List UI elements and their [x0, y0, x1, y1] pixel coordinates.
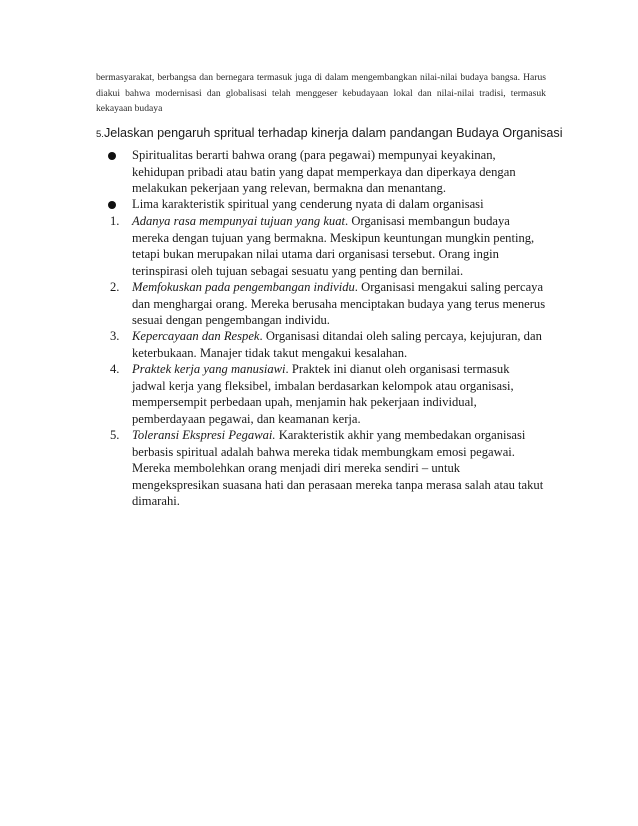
item-line: pemberdayaan pegawai, dan keamanan kerja.	[132, 411, 361, 426]
question-text: Jelaskan pengaruh spritual terhadap kinerja dalam pandangan Budaya Organisasi	[103, 126, 563, 140]
item-line: sesuai dengan pengembangan individu.	[132, 313, 330, 327]
bullet-line: melakukan pekerjaan yang relevan, bermakna dan menantang.	[132, 181, 447, 195]
intro-line: bermasyarakat, berbangsa dan bernegara termasuk juga di dalam mengembangkan nilai-nilai budaya	[96, 72, 489, 83]
item-line: mereka dengan tujuan yang bermakna. Meskipun keuntungan mungkin penting,	[132, 230, 535, 245]
item-line: jadwal kerja yang fleksibel, imbalan berdasarkan kelompok atau organisasi,	[132, 378, 514, 393]
bullet-dot-icon	[108, 152, 116, 160]
list-number: 5.	[110, 428, 120, 442]
list-number: 1.	[110, 214, 120, 228]
item-line: tetapi bukan merupakan nilai utama dari organisasi tersebut. Orang ingin	[132, 247, 499, 261]
item-title: Toleransi Ekspresi Pegawai.	[132, 428, 276, 442]
bullet-line: Lima karakteristik spiritual yang cenderung nyata di dalam organisasi	[132, 197, 484, 211]
item-line: terinspirasi oleh tujuan sebagai sesuatu yang penting dan bernilai.	[132, 263, 464, 278]
bullet-line: kehidupan pribadi atau batin yang dapat memperkaya dan diperkaya dengan	[132, 164, 516, 179]
item-line: dimarahi.	[132, 494, 180, 508]
intro-line: tradisi, termasuk kekayaan budaya	[96, 87, 546, 114]
item-title: Kepercayaan dan Respek	[132, 329, 260, 343]
bullet-dot-icon	[108, 201, 116, 209]
question-heading	[96, 125, 576, 143]
item-line: dan menghargai orang. Mereka berusaha menciptakan budaya yang terus menerus	[132, 296, 546, 311]
bullet-item	[132, 196, 557, 213]
item-line: berbasis spiritual adalah bahwa mereka tidak membungkam emosi pegawai.	[132, 444, 515, 459]
list-number: 2.	[110, 280, 120, 294]
item-line: keterbukaan. Manajer tidak takut mengakui kesalahan.	[132, 345, 408, 360]
item-first-line: . Praktek ini dianut oleh organisasi termasuk	[285, 362, 510, 376]
bullet-item	[132, 147, 557, 197]
intro-line: bangsa. Harus diakui bahwa modernisasi dan globalisasi telah menggeser kebudayaan lokal dan nilai-nilai	[96, 72, 546, 99]
list-item	[110, 328, 557, 361]
list-item	[110, 213, 557, 279]
list-item	[110, 361, 557, 427]
item-line: mengekspresikan suasana hati dan perasaan mereka tanpa merasa salah atau takut	[132, 477, 544, 492]
list-item	[110, 427, 557, 510]
item-line: mempersempit perbedaan upah, menjamin hak pekerjaan individual,	[132, 395, 477, 409]
item-title: Adanya rasa mempunyai tujuan yang kuat	[132, 214, 346, 228]
question-number: 5.	[96, 129, 104, 140]
intro-paragraph	[96, 70, 546, 117]
item-title: Praktek kerja yang manusiawi	[132, 362, 286, 376]
item-first-line: . Organisasi mengakui saling percaya	[354, 280, 544, 294]
item-first-line: . Organisasi membangun budaya	[345, 214, 510, 228]
bullet-line: Spiritualitas berarti bahwa orang (para pegawai) mempunyai keyakinan,	[132, 148, 496, 162]
item-first-line: . Organisasi ditandai oleh saling percaya, kejujuran, dan	[259, 329, 542, 343]
list-item	[110, 279, 557, 329]
item-title: Memfokuskan pada pengembangan individu	[132, 280, 355, 294]
item-first-line: Karakteristik akhir yang membedakan organisasi	[275, 428, 526, 442]
list-number: 3.	[110, 329, 120, 343]
list-number: 4.	[110, 362, 120, 376]
item-line: Mereka membolehkan orang menjadi diri mereka sendiri – untuk	[132, 461, 461, 475]
